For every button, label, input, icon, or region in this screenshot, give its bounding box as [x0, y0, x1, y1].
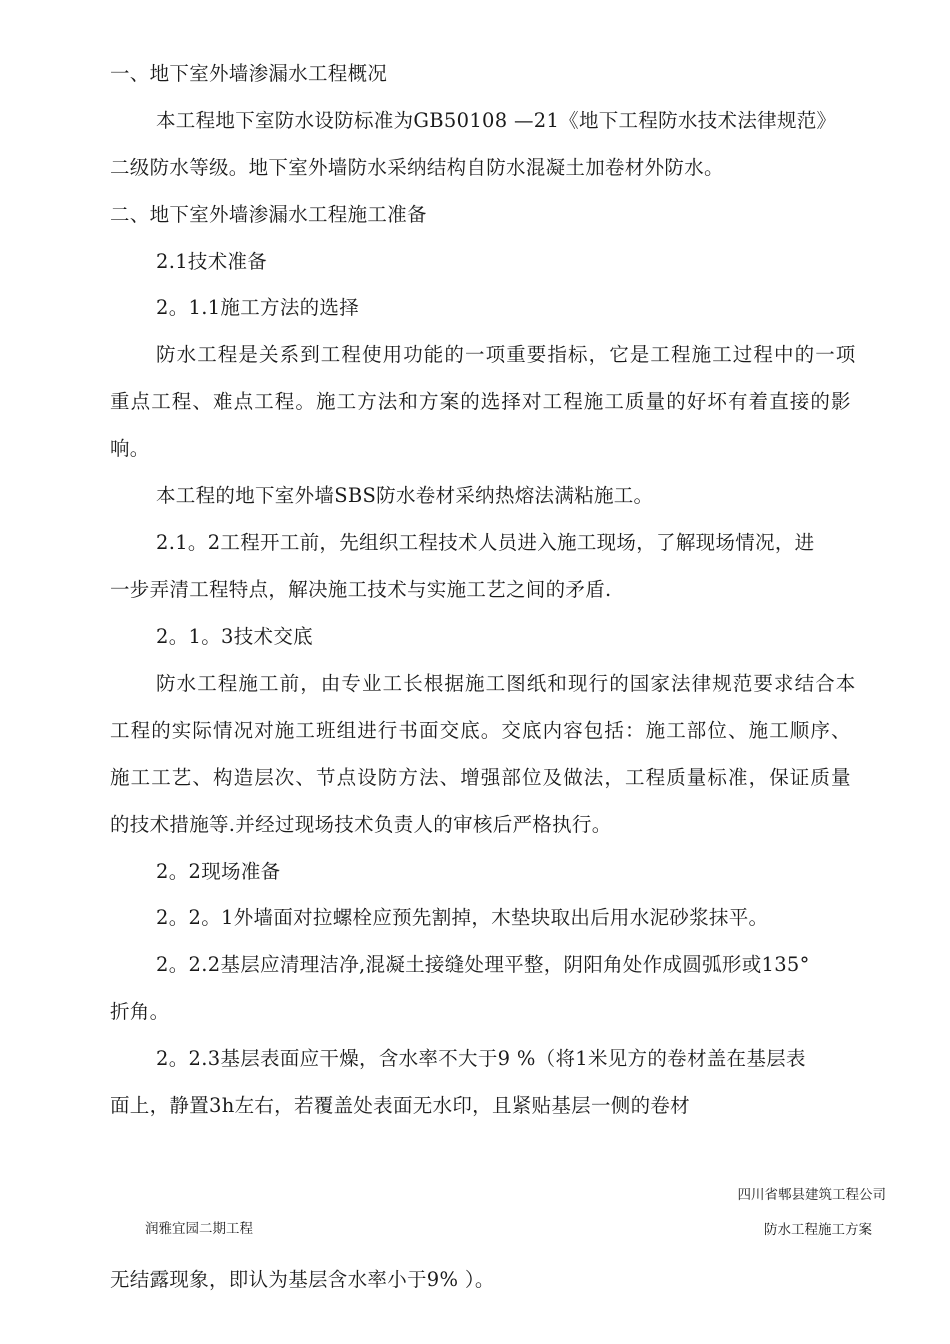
subheading-2-2: 2。2现场准备	[156, 860, 281, 883]
paragraph-continuation: 无结露现象，即认为基层含水率小于9% ）。	[110, 1268, 495, 1291]
footer-company-name: 四川省郫县建筑工程公司	[737, 1187, 886, 1203]
paragraph-line: 重点工程、难点工程。施工方法和方案的选择对工程施工质量的好坏有着直接的影	[110, 390, 852, 413]
paragraph-line: 一步弄清工程特点，解决施工技术与实施工艺之间的矛盾.	[110, 578, 612, 601]
subheading-2-1: 2.1技术准备	[156, 250, 268, 273]
paragraph-line: 折角。	[110, 1000, 170, 1023]
paragraph-line: 防水工程施工前，由专业工长根据施工图纸和现行的国家法律规范要求结合本	[156, 672, 857, 695]
paragraph-line: 防水工程是关系到工程使用功能的一项重要指标，它是工程施工过程中的一项	[156, 343, 857, 366]
paragraph-line: 2。2.3基层表面应干燥，含水率不大于9 %（将1米见方的卷材盖在基层表	[156, 1047, 806, 1070]
paragraph-line: 的技术措施等.并经过现场技术负责人的审核后严格执行。	[110, 813, 612, 836]
heading-section-1: 一、地下室外墙渗漏水工程概况	[110, 62, 388, 85]
paragraph-line: 响。	[110, 437, 150, 460]
paragraph-line: 本工程地下室防水设防标准为GB50108 —21《地下工程防水技术法律规范》	[156, 109, 837, 132]
paragraph-line: 2。2.2基层应清理洁净,混凝土接缝处理平整，阴阳角处作成圆弧形或135°	[156, 953, 810, 976]
paragraph-line: 施工工艺、构造层次、节点设防方法、增强部位及做法，工程质量标准，保证质量	[110, 766, 852, 789]
header-project-name: 润雅宜园二期工程	[145, 1221, 253, 1237]
header-document-title: 防水工程施工方案	[764, 1222, 872, 1238]
subheading-2-1-1: 2。1.1施工方法的选择	[156, 296, 360, 319]
paragraph-line: 2。2。1外墙面对拉螺栓应预先割掉，木垫块取出后用水泥砂浆抹平。	[156, 906, 769, 929]
heading-section-2: 二、地下室外墙渗漏水工程施工准备	[110, 203, 427, 226]
paragraph-line: 工程的实际情况对施工班组进行书面交底。交底内容包括：施工部位、施工顺序、	[110, 719, 852, 742]
paragraph-line: 本工程的地下室外墙SBS防水卷材采纳热熔法满粘施工。	[156, 484, 654, 507]
paragraph-line: 二级防水等级。地下室外墙防水采纳结构自防水混凝土加卷材外防水。	[110, 156, 724, 179]
paragraph-line: 面上，静置3h左右，若覆盖处表面无水印，且紧贴基层一侧的卷材	[110, 1094, 690, 1117]
paragraph-line: 2.1。2工程开工前，先组织工程技术人员进入施工现场，了解现场情况，进	[156, 531, 815, 554]
subheading-2-1-3: 2。1。3技术交底	[156, 625, 313, 648]
